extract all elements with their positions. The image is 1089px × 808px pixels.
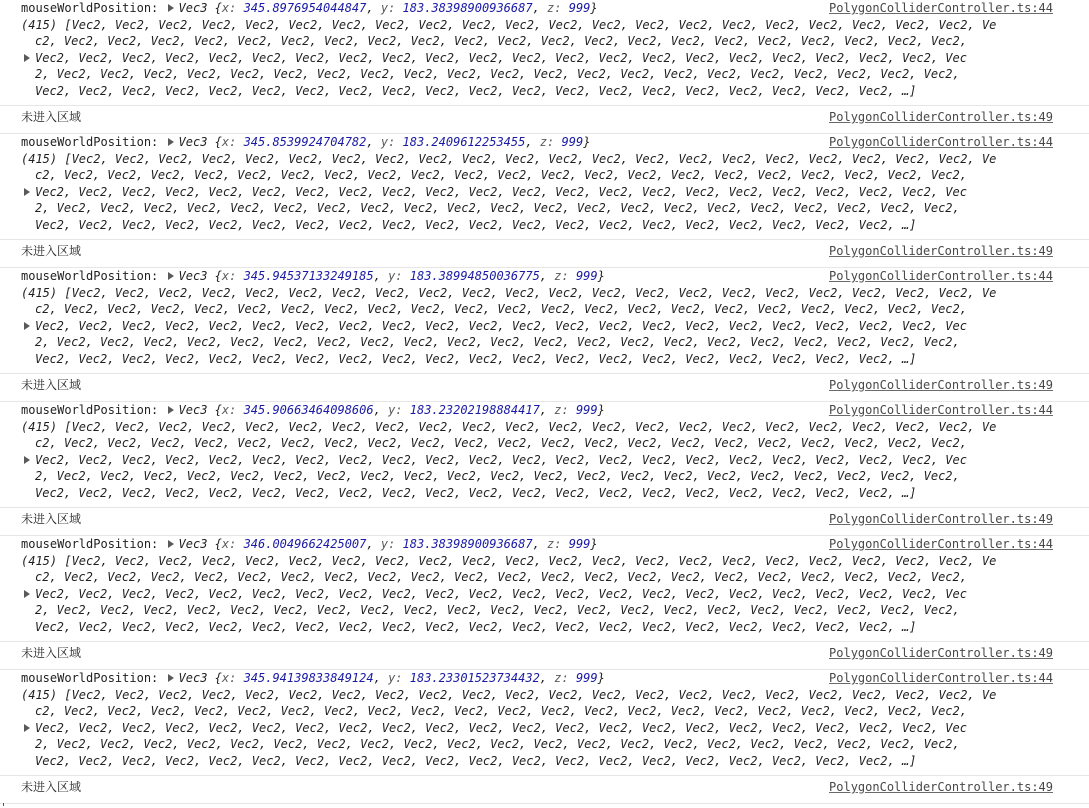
console-entry-position [0,402,1089,508]
vec3-z-value: 999 [575,269,598,283]
vec3-x-value: 345.8539924704782 [243,135,367,149]
source-link[interactable]: PolygonColliderController.ts:49 [825,645,1053,662]
log-label: mouseWorldPosition: [21,403,159,417]
vec3-object[interactable]: Vec3 {x: 345.8976954044847, y: 183.38398900936687, z: 999} [178,1,598,15]
console-entry-message [0,508,1089,536]
console-entry-position [0,0,1089,106]
log-label: mouseWorldPosition: [21,269,159,283]
array-preview-line[interactable]: (415) [Vec2, Vec2, Vec2, Vec2, Vec2, Vec2, Vec2, Vec2, Vec2, Vec2, Vec2, Vec2, Vec2, Vec2, Vec2, Vec2, Vec2, Vec2, Vec2, Vec2, Vec2, Ve [21,419,997,434]
source-link[interactable]: PolygonColliderController.ts:49 [825,377,1053,394]
vec3-object[interactable]: Vec3 {x: 345.94537133249185, y: 183.38994850036775, z: 999} [178,269,605,283]
source-link[interactable]: PolygonColliderController.ts:44 [825,670,1053,687]
log-label: mouseWorldPosition: [21,135,159,149]
array-preview-line[interactable]: Vec2, Vec2, Vec2, Vec2, Vec2, Vec2, Vec2, Vec2, Vec2, Vec2, Vec2, Vec2, Vec2, Vec2, Vec2, Vec2, Vec2, Vec2, Vec2, Vec2, …] [35,351,917,366]
array-preview-line[interactable]: Vec2, Vec2, Vec2, Vec2, Vec2, Vec2, Vec2, Vec2, Vec2, Vec2, Vec2, Vec2, Vec2, Vec2, Vec2, Vec2, Vec2, Vec2, Vec2, Vec2, Vec2, Vec [35,586,967,601]
source-link[interactable]: PolygonColliderController.ts:49 [825,109,1053,126]
array-preview-line[interactable]: (415) [Vec2, Vec2, Vec2, Vec2, Vec2, Vec2, Vec2, Vec2, Vec2, Vec2, Vec2, Vec2, Vec2, Vec2, Vec2, Vec2, Vec2, Vec2, Vec2, Vec2, Vec2, Ve [21,687,997,702]
array-preview-line[interactable]: c2, Vec2, Vec2, Vec2, Vec2, Vec2, Vec2, Vec2, Vec2, Vec2, Vec2, Vec2, Vec2, Vec2, Vec2, Vec2, Vec2, Vec2, Vec2, Vec2, Vec2, Vec2, [35,704,967,718]
array-preview-line[interactable]: Vec2, Vec2, Vec2, Vec2, Vec2, Vec2, Vec2, Vec2, Vec2, Vec2, Vec2, Vec2, Vec2, Vec2, Vec2, Vec2, Vec2, Vec2, Vec2, Vec2, …] [35,217,917,232]
vec3-x-value: 345.90663464098606 [243,403,374,417]
log-message: 未进入区域 [21,378,82,392]
vec3-y-value: 183.2409612253455 [402,135,526,149]
source-link[interactable]: PolygonColliderController.ts:44 [825,268,1053,285]
console-entry-message [0,240,1089,268]
source-link[interactable]: PolygonColliderController.ts:44 [825,536,1053,553]
array-preview-line[interactable]: 2, Vec2, Vec2, Vec2, Vec2, Vec2, Vec2, Vec2, Vec2, Vec2, Vec2, Vec2, Vec2, Vec2, Vec2, Vec2, Vec2, Vec2, Vec2, Vec2, Vec2, Vec2, [35,737,960,751]
source-link[interactable]: PolygonColliderController.ts:49 [825,511,1053,528]
vec3-y-value: 183.38398900936687 [402,1,533,15]
array-preview-line[interactable]: c2, Vec2, Vec2, Vec2, Vec2, Vec2, Vec2, Vec2, Vec2, Vec2, Vec2, Vec2, Vec2, Vec2, Vec2, Vec2, Vec2, Vec2, Vec2, Vec2, Vec2, Vec2, [35,34,967,48]
array-preview-line[interactable]: 2, Vec2, Vec2, Vec2, Vec2, Vec2, Vec2, Vec2, Vec2, Vec2, Vec2, Vec2, Vec2, Vec2, Vec2, Vec2, Vec2, Vec2, Vec2, Vec2, Vec2, Vec2, [35,201,960,215]
array-preview-line[interactable]: 2, Vec2, Vec2, Vec2, Vec2, Vec2, Vec2, Vec2, Vec2, Vec2, Vec2, Vec2, Vec2, Vec2, Vec2, Vec2, Vec2, Vec2, Vec2, Vec2, Vec2, Vec2, [35,335,960,349]
vec3-z-value: 999 [575,671,598,685]
vec3-y-value: 183.23301523734432 [409,671,540,685]
array-preview-line[interactable]: c2, Vec2, Vec2, Vec2, Vec2, Vec2, Vec2, Vec2, Vec2, Vec2, Vec2, Vec2, Vec2, Vec2, Vec2, Vec2, Vec2, Vec2, Vec2, Vec2, Vec2, Vec2, [35,168,967,182]
console-entry-message [0,642,1089,670]
log-message: 未进入区域 [21,512,82,526]
array-preview-line[interactable]: Vec2, Vec2, Vec2, Vec2, Vec2, Vec2, Vec2, Vec2, Vec2, Vec2, Vec2, Vec2, Vec2, Vec2, Vec2, Vec2, Vec2, Vec2, Vec2, Vec2, …] [35,485,917,500]
expand-triangle-icon[interactable] [168,272,174,280]
console-entry-position [0,134,1089,240]
vec3-z-value: 999 [575,403,598,417]
log-label: mouseWorldPosition: [21,671,159,685]
vec3-x-value: 346.0049662425007 [243,537,367,551]
array-preview-line[interactable]: c2, Vec2, Vec2, Vec2, Vec2, Vec2, Vec2, Vec2, Vec2, Vec2, Vec2, Vec2, Vec2, Vec2, Vec2, Vec2, Vec2, Vec2, Vec2, Vec2, Vec2, Vec2, [35,302,967,316]
array-preview-line[interactable]: Vec2, Vec2, Vec2, Vec2, Vec2, Vec2, Vec2, Vec2, Vec2, Vec2, Vec2, Vec2, Vec2, Vec2, Vec2, Vec2, Vec2, Vec2, Vec2, Vec2, …] [35,619,917,634]
array-preview-line[interactable]: c2, Vec2, Vec2, Vec2, Vec2, Vec2, Vec2, Vec2, Vec2, Vec2, Vec2, Vec2, Vec2, Vec2, Vec2, Vec2, Vec2, Vec2, Vec2, Vec2, Vec2, Vec2, [35,570,967,584]
expand-triangle-icon[interactable] [168,540,174,548]
array-preview-line[interactable]: 2, Vec2, Vec2, Vec2, Vec2, Vec2, Vec2, Vec2, Vec2, Vec2, Vec2, Vec2, Vec2, Vec2, Vec2, Vec2, Vec2, Vec2, Vec2, Vec2, Vec2, Vec2, [35,67,960,81]
expand-triangle-icon[interactable] [168,4,174,12]
array-preview-line[interactable]: Vec2, Vec2, Vec2, Vec2, Vec2, Vec2, Vec2, Vec2, Vec2, Vec2, Vec2, Vec2, Vec2, Vec2, Vec2, Vec2, Vec2, Vec2, Vec2, Vec2, …] [35,83,917,98]
log-message: 未进入区域 [21,110,82,124]
console-entry-position [0,670,1089,776]
vec3-x-value: 345.8976954044847 [243,1,367,15]
array-preview-line[interactable]: (415) [Vec2, Vec2, Vec2, Vec2, Vec2, Vec2, Vec2, Vec2, Vec2, Vec2, Vec2, Vec2, Vec2, Vec2, Vec2, Vec2, Vec2, Vec2, Vec2, Vec2, Vec2, Ve [21,553,997,568]
array-preview-line[interactable]: 2, Vec2, Vec2, Vec2, Vec2, Vec2, Vec2, Vec2, Vec2, Vec2, Vec2, Vec2, Vec2, Vec2, Vec2, Vec2, Vec2, Vec2, Vec2, Vec2, Vec2, Vec2, [35,603,960,617]
vec3-x-value: 345.94139833849124 [243,671,374,685]
vec3-z-value: 999 [568,1,591,15]
source-link[interactable]: PolygonColliderController.ts:49 [825,243,1053,260]
array-preview-line[interactable]: Vec2, Vec2, Vec2, Vec2, Vec2, Vec2, Vec2, Vec2, Vec2, Vec2, Vec2, Vec2, Vec2, Vec2, Vec2, Vec2, Vec2, Vec2, Vec2, Vec2, Vec2, Vec [35,720,967,735]
expand-triangle-icon[interactable] [168,674,174,682]
vec3-object[interactable]: Vec3 {x: 345.8539924704782, y: 183.2409612253455, z: 999} [178,135,591,149]
console-prompt-caret[interactable] [3,803,4,806]
array-preview-line[interactable]: (415) [Vec2, Vec2, Vec2, Vec2, Vec2, Vec2, Vec2, Vec2, Vec2, Vec2, Vec2, Vec2, Vec2, Vec2, Vec2, Vec2, Vec2, Vec2, Vec2, Vec2, Vec2, Ve [21,151,997,166]
vec3-z-value: 999 [561,135,584,149]
vec3-object[interactable]: Vec3 {x: 345.94139833849124, y: 183.23301523734432, z: 999} [178,671,605,685]
vec3-y-value: 183.23202198884417 [409,403,540,417]
array-preview-line[interactable]: Vec2, Vec2, Vec2, Vec2, Vec2, Vec2, Vec2, Vec2, Vec2, Vec2, Vec2, Vec2, Vec2, Vec2, Vec2, Vec2, Vec2, Vec2, Vec2, Vec2, Vec2, Vec [35,452,967,467]
source-link[interactable]: PolygonColliderController.ts:49 [825,779,1053,796]
console-entry-message [0,776,1089,804]
vec3-y-value: 183.38994850036775 [409,269,540,283]
source-link[interactable]: PolygonColliderController.ts:44 [825,402,1053,419]
array-preview-line[interactable]: Vec2, Vec2, Vec2, Vec2, Vec2, Vec2, Vec2, Vec2, Vec2, Vec2, Vec2, Vec2, Vec2, Vec2, Vec2, Vec2, Vec2, Vec2, Vec2, Vec2, Vec2, Vec [35,318,967,333]
console-entry-message [0,374,1089,402]
log-label: mouseWorldPosition: [21,1,159,15]
console-entry-position [0,268,1089,374]
vec3-y-value: 183.38398900936687 [402,537,533,551]
array-preview-line[interactable]: 2, Vec2, Vec2, Vec2, Vec2, Vec2, Vec2, Vec2, Vec2, Vec2, Vec2, Vec2, Vec2, Vec2, Vec2, Vec2, Vec2, Vec2, Vec2, Vec2, Vec2, Vec2, [35,469,960,483]
source-link[interactable]: PolygonColliderController.ts:44 [825,134,1053,151]
array-preview-line[interactable]: (415) [Vec2, Vec2, Vec2, Vec2, Vec2, Vec2, Vec2, Vec2, Vec2, Vec2, Vec2, Vec2, Vec2, Vec2, Vec2, Vec2, Vec2, Vec2, Vec2, Vec2, Vec2, Ve [21,285,997,300]
log-message: 未进入区域 [21,646,82,660]
array-preview-line[interactable]: Vec2, Vec2, Vec2, Vec2, Vec2, Vec2, Vec2, Vec2, Vec2, Vec2, Vec2, Vec2, Vec2, Vec2, Vec2, Vec2, Vec2, Vec2, Vec2, Vec2, Vec2, Vec [35,184,967,199]
array-preview-line[interactable]: Vec2, Vec2, Vec2, Vec2, Vec2, Vec2, Vec2, Vec2, Vec2, Vec2, Vec2, Vec2, Vec2, Vec2, Vec2, Vec2, Vec2, Vec2, Vec2, Vec2, …] [35,753,917,768]
array-preview-line[interactable]: (415) [Vec2, Vec2, Vec2, Vec2, Vec2, Vec2, Vec2, Vec2, Vec2, Vec2, Vec2, Vec2, Vec2, Vec2, Vec2, Vec2, Vec2, Vec2, Vec2, Vec2, Vec2, Ve [21,17,997,32]
vec3-object[interactable]: Vec3 {x: 346.0049662425007, y: 183.38398900936687, z: 999} [178,537,598,551]
console-entry-position [0,536,1089,642]
vec3-x-value: 345.94537133249185 [243,269,374,283]
array-preview-line[interactable]: Vec2, Vec2, Vec2, Vec2, Vec2, Vec2, Vec2, Vec2, Vec2, Vec2, Vec2, Vec2, Vec2, Vec2, Vec2, Vec2, Vec2, Vec2, Vec2, Vec2, Vec2, Vec [35,50,967,65]
console-entry-message [0,106,1089,134]
log-message: 未进入区域 [21,780,82,794]
vec3-object[interactable]: Vec3 {x: 345.90663464098606, y: 183.23202198884417, z: 999} [178,403,605,417]
vec3-z-value: 999 [568,537,591,551]
expand-triangle-icon[interactable] [168,138,174,146]
source-link[interactable]: PolygonColliderController.ts:44 [825,0,1053,17]
log-label: mouseWorldPosition: [21,537,159,551]
expand-triangle-icon[interactable] [168,406,174,414]
array-preview-line[interactable]: c2, Vec2, Vec2, Vec2, Vec2, Vec2, Vec2, Vec2, Vec2, Vec2, Vec2, Vec2, Vec2, Vec2, Vec2, Vec2, Vec2, Vec2, Vec2, Vec2, Vec2, Vec2, [35,436,967,450]
log-message: 未进入区域 [21,244,82,258]
